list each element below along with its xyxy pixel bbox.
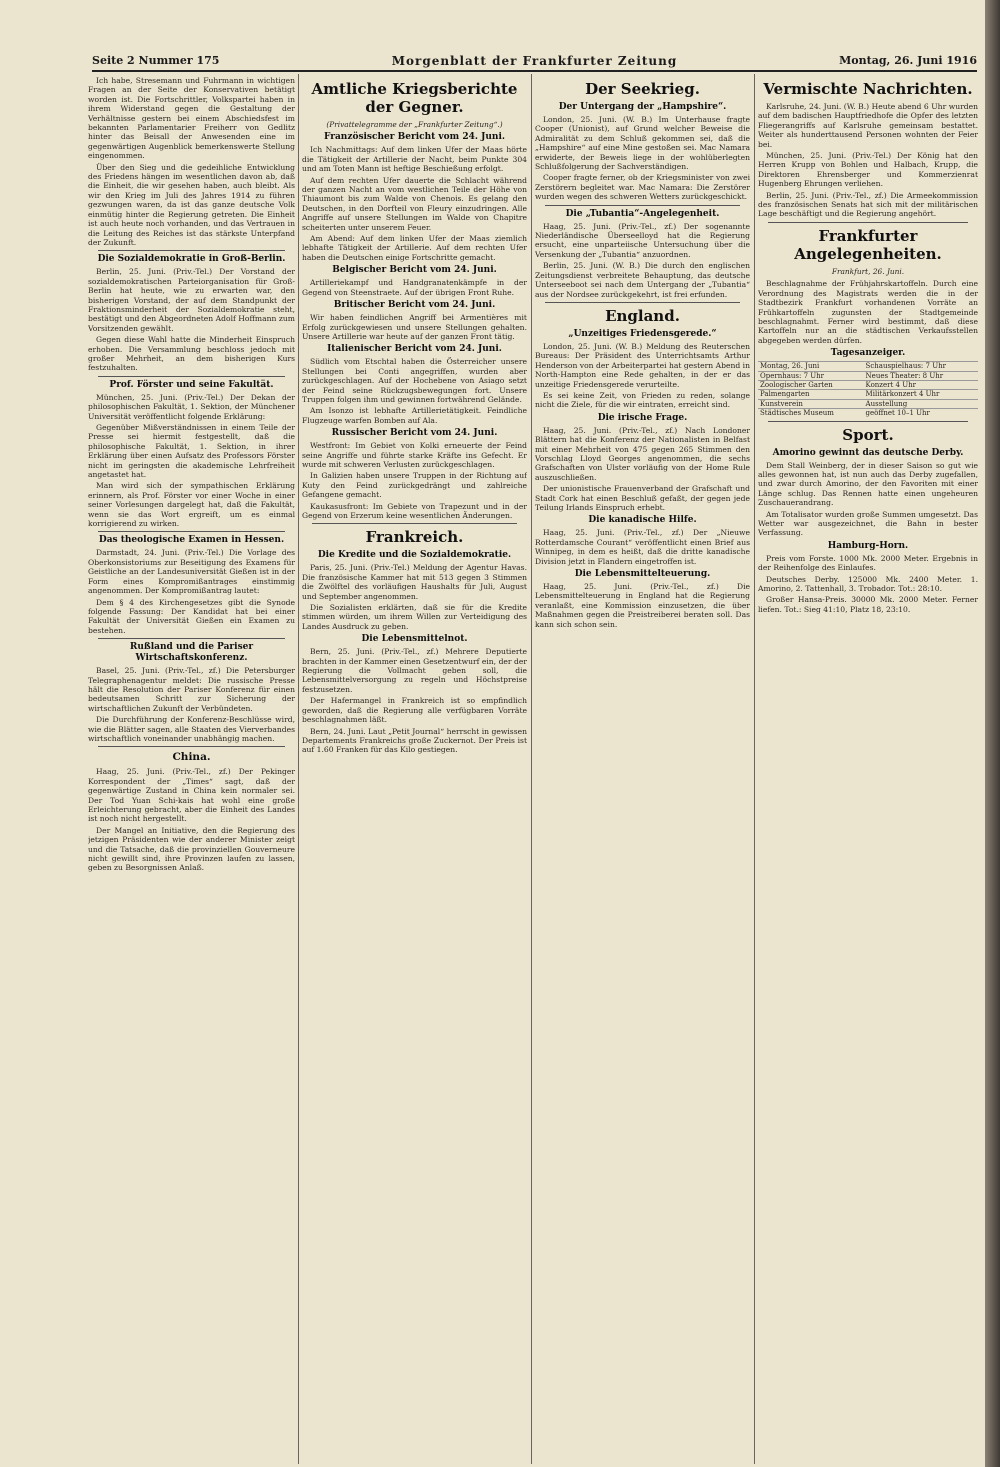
headline-hampshire: Der Untergang der „Hampshire“. bbox=[558, 102, 727, 112]
article-paragraph: Der Hafermangel in Frankreich ist so empfindlich geworden, daß die Regierung alle verfügbaren Vorräte beschlagnahmen läßt. bbox=[302, 696, 527, 725]
article-paragraph: Am Abend: Auf dem linken Ufer der Maas ziemlich lebhafte Tätigkeit der Artillerie. Auf dem rechten Ufer haben die Deutschen einige Fortschritte gemacht. bbox=[302, 234, 527, 262]
table-row bbox=[758, 380, 978, 389]
article-paragraph: Paris, 25. Juni. (Priv.-Tel.) Meldung der Agentur Havas. Die französische Kammer hat mit 513 gegen 3 Stimmen die Zwölftel des vorläufigen Haushalts für Juli, August und September angenommen. bbox=[302, 563, 527, 601]
headline-hamburg-horn: Hamburg-Horn. bbox=[827, 540, 909, 551]
divider bbox=[98, 638, 285, 639]
article-paragraph: Am Totalisator wurden große Summen umgesetzt. Das Wetter war ausgezeichnet, die Bahn in bester Verfassung. bbox=[758, 509, 978, 538]
table-row bbox=[758, 362, 978, 371]
divider bbox=[545, 302, 740, 303]
article-paragraph: Es sei keine Zeit, von Frieden zu reden, solange nicht die Ziele, für die wir eintraten, erreicht sind. bbox=[535, 390, 750, 410]
table-cell: Städtisches Museum bbox=[758, 409, 864, 418]
headline-china: China. bbox=[172, 751, 211, 764]
article-paragraph: Haag, 25. Juni. (Priv.-Tel., zf.) Nach Londoner Blättern hat die Konferenz der Nationalisten in Belfast mit einer Mehrheit von 475 gegen 265 Stimmen den Vorschlag Lloyd Georges angenommen, die sechs Grafschaften von Ulster vorläufig von der Home Rule auszuschließen. bbox=[535, 425, 750, 482]
table-cell: Zoologischer Garten bbox=[758, 380, 864, 389]
headline-kanadische-hilfe: Die kanadische Hilfe. bbox=[588, 515, 697, 526]
page-edge-shadow bbox=[985, 0, 1000, 1467]
article-paragraph: Cooper fragte ferner, ob der Kriegsminister von zwei Zerstörern begleitet war. Mac Namara: Die Zerstörer wurden wegen des schweren Wetters zurückgeschickt. bbox=[535, 173, 750, 202]
headline-irische-frage: Die irische Frage. bbox=[597, 412, 688, 423]
table-cell: Kunstverein bbox=[758, 399, 864, 408]
divider bbox=[312, 523, 517, 524]
article-paragraph: Basel, 25. Juni. (Priv.-Tel., zf.) Die Petersburger Telegraphenagentur meldet: Die russische Presse hält die Resolution der Pariser Konferenz für einen bedeutsamen Schritt zur Sicherung der wirtschaftlichen Zukunft der Verbündeten. bbox=[88, 666, 295, 713]
newspaper-title: Morgenblatt der Frankfurter Zeitung bbox=[391, 54, 678, 68]
subheadline: (Privattelegramme der „Frankfurter Zeitung“.) bbox=[326, 120, 503, 129]
article-paragraph: Berlin, 25. Juni. (Priv.-Tel., zf.) Die Armeekommission des französischen Senats hat sich mit der militärischen Lage beschäftigt und die Regierung angehört. bbox=[758, 190, 978, 219]
table-row bbox=[758, 399, 978, 408]
article-paragraph: Auf dem rechten Ufer dauerte die Schlacht während der ganzen Nacht an vom westlichen Teile der Höhe von Thiaumont bis zum Walde von Chenois. Es gelang den Deutschen, in den Dorfteil von Fleury einzudringen. Alle Angriffe auf unsere Stellungen im Walde von Chapitre scheiterten unter unserem Feuer. bbox=[302, 175, 527, 232]
table-cell: Montag, 26. Juni bbox=[758, 362, 864, 371]
headline-friedensgerede: „Unzeitiges Friedensgerede.“ bbox=[568, 328, 717, 339]
article-paragraph: Gegen diese Wahl hatte die Minderheit Einspruch erhoben. Die Versammlung beschloss jedoch mit großer Mehrheit, an dem bisherigen Kurs festzuhalten. bbox=[88, 335, 295, 373]
masthead bbox=[92, 46, 977, 72]
headline-tagesanzeiger: Tagesanzeiger. bbox=[830, 348, 906, 359]
headline-vermischte-nachrichten: Vermischte Nachrichten. bbox=[763, 80, 973, 98]
headline-franzoesischer-bericht: Französischer Bericht vom 24. Juni. bbox=[323, 132, 506, 143]
article-paragraph: Am Isonzo ist lebhafte Artillerietätigkeit. Feindliche Flugzeuge warfen Bomben auf Ala. bbox=[302, 406, 527, 425]
divider bbox=[768, 222, 968, 223]
article-paragraph: Haag, 25. Juni. (Priv.-Tel., zf.) Der sogenannte Niederländische Überseelloyd hat die Regierung ersucht, eine unparteiische Untersuchung über die Versenkung der „Tubantia“ anzuordnen. bbox=[535, 221, 750, 259]
article-paragraph: Haag, 25. Juni. (Priv.-Tel., zf.) Die Lebensmittelteuerung in England hat die Regierung veranlaßt, eine Kommission einzusetzen, die über Maßnahmen gegen die Preistreiberei beraten soll. Das kann sich schon sein. bbox=[535, 582, 750, 629]
article-paragraph: Haag, 25. Juni. (Priv.-Tel., zf.) Der Pekinger Korrespondent der „Times“ sagt, daß der gegenwärtige Zustand in China kein normaler sei. Der Tod Yuan Schi-kais hat wohl eine große Erleichterung gebracht, aber die Einheit des Landes ist noch nicht hergestellt. bbox=[88, 767, 295, 824]
column-4 bbox=[758, 76, 978, 1461]
headline-britischer-bericht: Britischer Bericht vom 24. Juni. bbox=[333, 300, 496, 311]
article-paragraph: Berlin, 25. Juni. (W. B.) Die durch den englischen Zeitungsdienst verbreitete Behauptung, das deutsche Unterseeboot sei nach dem Untergang der „Tubantia“ aus der Nordsee zurückgekehrt, ist frei erfunden. bbox=[535, 261, 750, 299]
article-paragraph: Berlin, 25. Juni. (Priv.-Tel.) Der Vorstand der sozialdemokratischen Parteiorganisation für Groß-Berlin hat heute, wie zu erwarten war, den bisherigen Vorstand, der auf dem Standpunkt der Fraktionsminderheit der Sozialdemokratie steht, bestätigt und den Abgeordneten Adolf Hoffmann zum Vorsitzenden gewählt. bbox=[88, 267, 295, 333]
table-cell: Opernhaus: 7 Uhr bbox=[758, 371, 864, 380]
headline-sozialdemokratie: Die Sozialdemokratie in Groß-Berlin. bbox=[97, 254, 286, 265]
article-paragraph: Die Sozialisten erklärten, daß sie für die Kredite stimmen würden, um ihrem Willen zur Verteidigung des Landes Ausdruck zu geben. bbox=[302, 603, 527, 631]
headline-theologisches-examen: Das theologische Examen in Hessen. bbox=[98, 535, 285, 546]
article-paragraph: Ich Nachmittags: Auf dem linken Ufer der Maas hörte die Tätigkeit der Artillerie der Nacht, beim Punkte 304 und am Toten Mann ist heftige Beschießung erfolgt. bbox=[302, 145, 527, 174]
issue-date: Montag, 26. Juni 1916 bbox=[839, 54, 977, 67]
article-paragraph: Artilleriekampf und Handgranatenkämpfe in der Gegend von Steenstraete. Auf der übrigen Front Ruhe. bbox=[302, 278, 527, 297]
article-paragraph: München, 25. Juni. (Priv.-Tel.) Der König hat den Herren Krupp von Bohlen und Halbach, Krupp, die Direktoren Ehrensberger und Kommerzienrat Hugenberg Ehrungen verliehen. bbox=[758, 151, 978, 189]
headline-russischer-bericht: Russischer Bericht vom 24. Juni. bbox=[331, 428, 498, 439]
column-rule bbox=[531, 74, 532, 1464]
headline-tubantia: Die „Tubantia“-Angelegenheit. bbox=[565, 208, 720, 219]
table-row bbox=[758, 371, 978, 380]
article-paragraph: Beschlagnahme der Frühjahrskartoffeln. Durch eine Verordnung des Magistrats werden die in der Stadtbezirk Frankfurt vorhandenen Vorräte an Frühkartoffeln zugunsten der Stadtgemeinde beschlagnahmt. Ferner wird bestimmt, daß diese Kartoffeln nur an die städtischen Verkaufsstellen abgegeben werden dürfen. bbox=[758, 279, 978, 345]
table-cell: Palmengarten bbox=[758, 390, 864, 399]
article-paragraph: Ich habe, Stresemann und Fuhrmann in wichtigen Fragen an der Seite der Konservativen betätigt worden ist. Die Fortschrittler, Volkspartei haben in ihrem Widerstand gegen die Gestaltung der Verhältnisse gestern bei einem Abschiedsfest im bekannten Parlamentarier Freiherr von Gedlitz hinter das Beisall der Anwesenden eine im gegenwärtigen Augenblick bemerkenswerte Stellung eingenommen. bbox=[88, 76, 295, 161]
article-paragraph: Gegenüber Mißverständnissen in einem Teile der Presse sei hiermit festgestellt, daß die philosophische Fakultät, 1. Sektion, in ihrer Erklärung über einen Aufsatz des Professors Förster nicht im geringsten die akademische Lehrfreiheit angetastet hat. bbox=[88, 423, 295, 480]
divider bbox=[98, 746, 285, 747]
table-cell: Neues Theater: 8 Uhr bbox=[864, 371, 978, 380]
article-paragraph: Karlsruhe, 24. Juni. (W. B.) Heute abend 6 Uhr wurden auf dem badischen Hauptfriedhofe die Opfer des letzten Fliegerangriffs auf Karlsruhe gemeinsam bestattet. Weiter als hunderttausend Personen wohnten der Feier bei. bbox=[758, 102, 978, 149]
headline-italienischer-bericht: Italienischer Bericht vom 24. Juni. bbox=[327, 344, 502, 355]
headline-frankreich: Frankreich. bbox=[365, 528, 464, 547]
article-paragraph: Großer Hansa-Preis. 30000 Mk. 2000 Meter. Ferner liefen. Tot.: Sieg 41:10, Platz 18, 23:10. bbox=[758, 595, 978, 614]
divider bbox=[768, 421, 968, 422]
column-2 bbox=[302, 76, 527, 1461]
headline-kriegsberichte: Amtliche Kriegsberichte der Gegner. bbox=[311, 80, 518, 116]
table-row bbox=[758, 390, 978, 399]
article-paragraph: Der unionistische Frauenverband der Grafschaft und Stadt Cork hat einen Beschluß gefaßt, der gegen jede Teilung Irlands Einspruch erhebt. bbox=[535, 484, 750, 512]
headline-sport: Sport. bbox=[842, 425, 894, 444]
column-1 bbox=[88, 76, 295, 1461]
article-paragraph: München, 25. Juni. (Priv.-Tel.) Der Dekan der philosophischen Fakultät, 1. Sektion, der Münchener Universität veröffentlicht folgende Erklärung: bbox=[88, 392, 295, 421]
headline-belgischer-bericht: Belgischer Bericht vom 24. Juni. bbox=[332, 265, 497, 276]
headline-derby: Amorino gewinnt das deutsche Derby. bbox=[772, 447, 964, 458]
article-paragraph: Bern, 24. Juni. Laut „Petit Journal“ herrscht in gewissen Departements Frankreichs große Zuckernot. Der Preis ist auf 1.60 Franken für das Kilo gestiegen. bbox=[302, 726, 527, 755]
headline-lebensmittelteuerung: Die Lebensmittelteuerung. bbox=[574, 569, 711, 580]
tagesanzeiger-table bbox=[758, 361, 978, 417]
article-paragraph: Kaukasusfront: Im Gebiete von Trapezunt und in der Gegend von Erzerum keine wesentlichen Änderungen. bbox=[302, 501, 527, 520]
column-3 bbox=[535, 76, 750, 1461]
article-paragraph: Deutsches Derby. 125000 Mk. 2400 Meter. 1. Amorino, 2. Tattenhall, 3. Trobador. Tot.: 28:10. bbox=[758, 574, 978, 594]
headline-england: England. bbox=[605, 306, 680, 325]
article-paragraph: London, 25. Juni. (W. B.) Im Unterhause fragte Cooper (Unionist), auf Grund welcher Beweise die Admiralität zu dem Schluß gekommen sei, daß die „Hampshire“ auf eine Mine gestoßen sei. Mac Namara erwiderte, der Beweis liege in der wohlüberlegten Schlußfolgerung der Sachverständigen. bbox=[535, 115, 750, 172]
divider bbox=[98, 376, 285, 377]
table-cell: Militärkonzert 4 Uhr bbox=[864, 390, 978, 399]
article-paragraph: London, 25. Juni. (W. B.) Meldung des Reuterschen Bureaus: Der Präsident des Unterrichtsamts Arthur Henderson von der Arbeiterpartei hat gestern Abend in North-Hampton eine Rede gehalten, in der er das unzeitige Friedensgerede verurteilte. bbox=[535, 341, 750, 389]
divider bbox=[545, 205, 740, 206]
dateline: Frankfurt, 26. Juni. bbox=[831, 266, 905, 276]
divider bbox=[98, 250, 285, 251]
article-paragraph: Westfront: Im Gebiet von Kolki erneuerte der Feind seine Angriffe und führte starke Kräfte ins Gefecht. Er wurde mit schweren Verlusten zurückgeschlagen. bbox=[302, 441, 527, 469]
article-paragraph: Der Mangel an Initiative, den die Regierung des jetzigen Präsidenten wie der anderer Minister zeigt und die Tatsache, daß die provinziellen Gouverneure nicht gewillt sind, ihre Provinzen laufen zu lassen, geben zu Besorgnissen Anlaß. bbox=[88, 825, 295, 873]
divider bbox=[98, 531, 285, 532]
table-cell: geöffnet 10–1 Uhr bbox=[864, 409, 978, 418]
article-paragraph: Bern, 25. Juni. (Priv.-Tel., zf.) Mehrere Deputierte brachten in der Kammer einen Gesetzentwurf ein, der der Regierung die Vollmacht geben soll, die Lebensmittelversorgung zu regeln und Höchstpreise festzusetzen. bbox=[302, 647, 527, 694]
article-paragraph: Haag, 25. Juni. (Priv.-Tel., zf.) Der „Nieuwe Rotterdamsche Courant“ veröffentlicht einen Brief aus Winnipeg, in dem es heißt, daß die dritte kanadische Division jetzt in Flandern eingetroffen ist. bbox=[535, 528, 750, 566]
table-row bbox=[758, 409, 978, 418]
article-paragraph: Preis vom Forste. 1000 Mk. 2000 Meter. Ergebnis in der Reihenfolge des Einlaufes. bbox=[758, 553, 978, 573]
headline-frankfurter-angelegenheiten: Frankfurter Angelegenheiten. bbox=[794, 226, 942, 263]
table-cell: Konzert 4 Uhr bbox=[864, 380, 978, 389]
page-number: Seite 2 Nummer 175 bbox=[92, 54, 220, 67]
article-paragraph: Dem § 4 des Kirchengesetzes gibt die Synode folgende Fassung: Der Kandidat hat bei einer Fakultät der Universität Gießen ein Examen zu bestehen. bbox=[88, 597, 295, 635]
headline-lebensmittelnot: Die Lebensmittelnot. bbox=[361, 634, 468, 645]
article-paragraph: Die Durchführung der Konferenz-Beschlüsse wird, wie die Blätter sagen, alle Staaten des Vierverbandes wirtschaftlich voneinander unabhängig machen. bbox=[88, 715, 295, 743]
article-paragraph: Man wird sich der sympathischen Erklärung erinnern, als Prof. Förster vor einer Woche in einer seiner Vorlesungen dargelegt hat, daß die Fakultät, wenn sie das Wort ergreift, um es einmal korrigierend zu wirken. bbox=[88, 481, 295, 529]
article-paragraph: Wir haben feindlichen Angriff bei Armentières mit Erfolg zurückgewiesen und unsere Stellungen gehalten. Unsere Artillerie war heute auf der ganzen Front tätig. bbox=[302, 313, 527, 341]
headline-seekrieg: Der Seekrieg. bbox=[585, 80, 700, 98]
table-cell: Ausstellung bbox=[864, 399, 978, 408]
headline-russland: Rußland und die Pariser Wirtschaftskonferenz. bbox=[129, 642, 254, 664]
table-cell: Schauspielhaus: 7 Uhr bbox=[864, 362, 978, 371]
article-paragraph: Dem Stall Weinberg, der in dieser Saison so gut wie alles gewonnen hat, ist nun auch das Derby zugefallen, und zwar durch Amorino, der den Favoriten mit einer Länge schlug. Das Rennen hatte einen ungeheuren Zuschauerandrang. bbox=[758, 460, 978, 508]
column-rule bbox=[754, 74, 755, 1464]
article-paragraph: Über den Sieg und die gedeihliche Entwicklung des Friedens hängen im wesentlichen davon ab, daß die Einheit, die wir gesehen haben, auch bleibt. Als wir den Krieg im Juli des Jahres 1914 zu führen gezwungen waren, da ist das ganze deutsche Volk einmütig hinter die Regierung getreten. Die Einheit ist auch heute noch vorhanden, und das Vertrauen in die Leitung des Reiches ist das stärkste Unterpfand der Zukunft. bbox=[88, 162, 295, 247]
article-paragraph: Südlich vom Etschtal haben die Österreicher unsere Stellungen bei Conti angegriffen, wurden aber zurückgeschlagen. Auf der Hochebene von Asiago setzt der Feind seine Rückzugsbewegungen fort. Unsere Truppen folgen ihm und gewinnen fortwährend Gelände. bbox=[302, 357, 527, 404]
column-rule bbox=[298, 74, 299, 1464]
article-paragraph: In Galizien haben unsere Truppen in der Richtung auf Kuty den Feind zurückgedrängt und zahlreiche Gefangene gemacht. bbox=[302, 471, 527, 500]
headline-kredite: Die Kredite und die Sozialdemokratie. bbox=[317, 550, 512, 561]
headline-foerster: Prof. Förster und seine Fakultät. bbox=[109, 379, 274, 390]
article-paragraph: Darmstadt, 24. Juni. (Priv.-Tel.) Die Vorlage des Oberkonsistoriums zur Beseitigung des Examens für Geistliche an der Landesuniversität Gießen ist in der Form eines Kompromißantrages einstimmig angenommen. Der Kompromißantrag lautet: bbox=[88, 548, 295, 596]
